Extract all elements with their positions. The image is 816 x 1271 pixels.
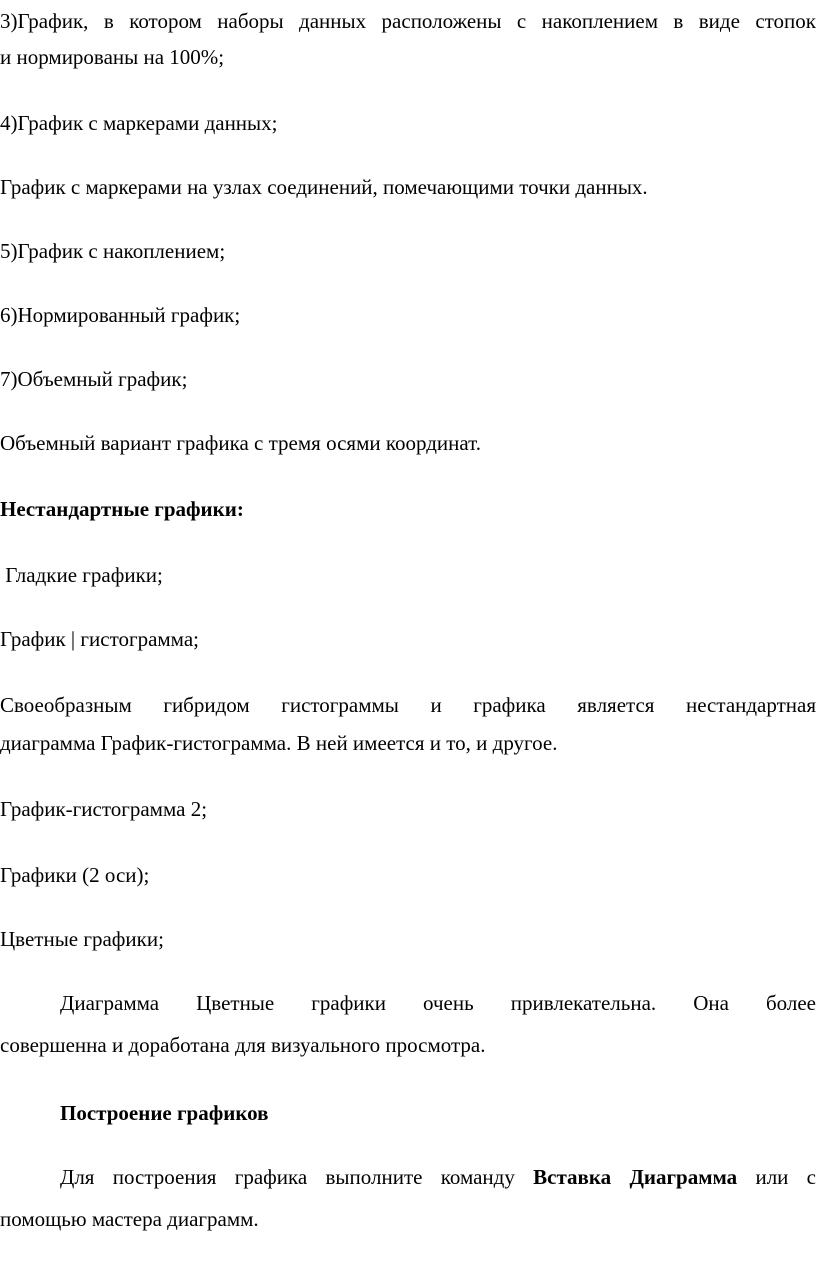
hybrid-paragraph-line2: диаграмма График-гистограмма. В ней имеется и то, и другое. <box>0 731 558 755</box>
color-graphs: Цветные графики; <box>0 927 164 951</box>
build-text-line2: помощью мастера диаграмм. <box>0 1207 259 1231</box>
build-text-command: Вставка Диаграмма <box>533 1165 738 1189</box>
item5: 5)График с накоплением; <box>0 239 226 263</box>
color-desc-line2: совершенна и доработана для визуального просмотра. <box>0 1033 486 1057</box>
build-heading: Построение графиков <box>60 1101 269 1125</box>
item4-description: График с маркерами на узлах соединений, помечающими точки данных. <box>0 175 648 199</box>
smooth-graphs: Гладкие графики; <box>0 563 163 587</box>
graphs-two-axes: Графики (2 оси); <box>0 863 150 887</box>
item3-line2: и нормированы на 100%; <box>0 45 225 69</box>
build-text-suffix: или с <box>737 1165 816 1189</box>
build-text-line1 <box>60 1164 816 1190</box>
item7-description: Объемный вариант графика с тремя осями координат. <box>0 431 482 455</box>
item7: 7)Объемный график; <box>0 367 188 391</box>
item3-line1: 3)График, в котором наборы данных расположены с накоплением в виде стопок <box>0 9 816 33</box>
graph-histogram: График | гистограмма; <box>0 627 199 651</box>
item6: 6)Нормированный график; <box>0 303 241 327</box>
item4: 4)График с маркерами данных; <box>0 111 278 135</box>
hybrid-paragraph-line1: Своеобразным гибридом гистограммы и графика является нестандартная <box>0 693 816 717</box>
color-desc-line1: Диаграмма Цветные графики очень привлекательна. Она более <box>60 991 816 1015</box>
graph-histogram-2: График-гистограмма 2; <box>0 797 208 821</box>
build-text-prefix: Для построения графика выполните команду <box>60 1165 534 1189</box>
nonstandard-heading: Нестандартные графики: <box>0 497 244 521</box>
